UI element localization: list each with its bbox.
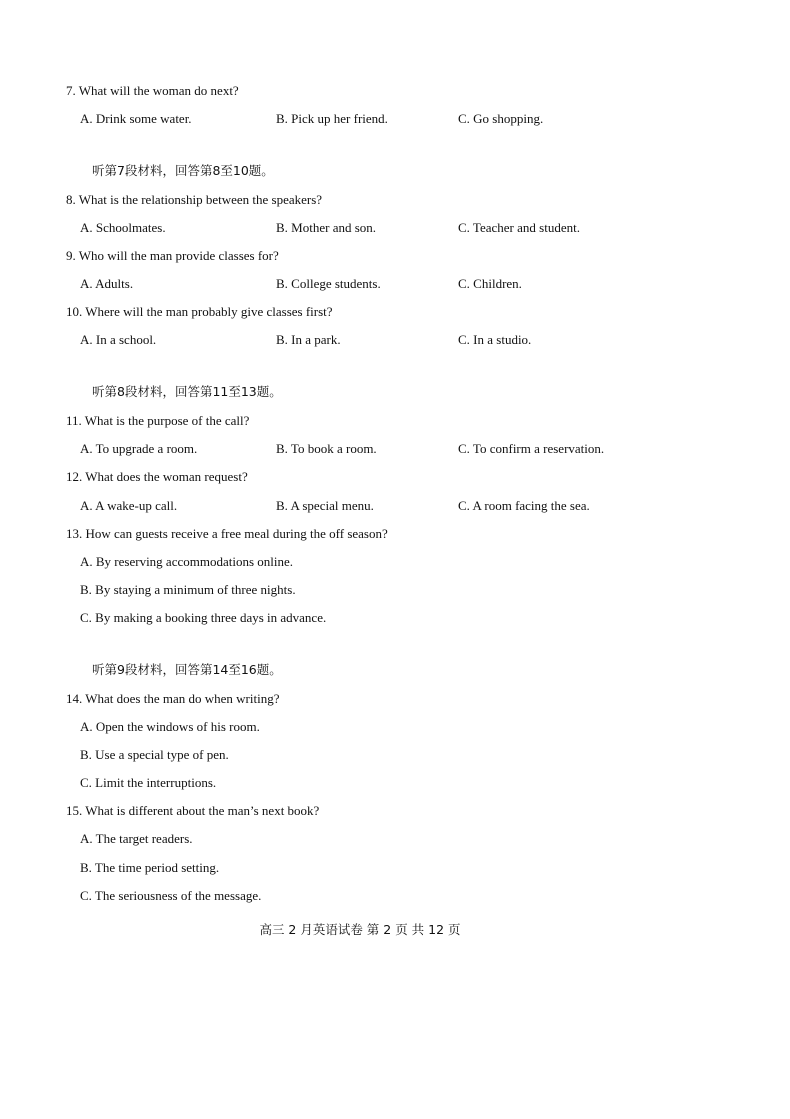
question-14-choice-b: B. Use a special type of pen. (80, 747, 229, 762)
question-7: 7. What will the woman do next? (66, 83, 239, 98)
section-heading-8: 听第8段材料，回答第11至13题。 (92, 384, 282, 399)
question-8-choice-c: C. Teacher and student. (458, 220, 580, 235)
question-8-choice-a: A. Schoolmates. (80, 220, 166, 235)
question-11-choice-a: A. To upgrade a room. (80, 441, 198, 456)
question-9-choice-c: C. Children. (458, 276, 522, 291)
question-15: 15. What is different about the man’s next book? (66, 803, 320, 818)
section-heading-7: 听第7段材料，回答第8至10题。 (92, 163, 274, 178)
question-12-choice-b: B. A special menu. (276, 498, 374, 513)
page-footer: 高三 2 月英语试卷 第 2 页 共 12 页 (259, 922, 461, 937)
question-15-choice-b: B. The time period setting. (80, 860, 220, 875)
question-11: 11. What is the purpose of the call? (66, 413, 250, 428)
question-13-choice-c: C. By making a booking three days in advance. (80, 610, 327, 625)
question-11-choice-b: B. To book a room. (276, 441, 377, 456)
question-12: 12. What does the woman request? (66, 469, 248, 484)
question-9-choice-b: B. College students. (276, 276, 381, 291)
section-heading-9: 听第9段材料，回答第14至16题。 (92, 662, 282, 677)
question-10-choice-a: A. In a school. (80, 332, 157, 347)
question-7-choice-a: A. Drink some water. (80, 111, 192, 126)
question-10-choice-c: C. In a studio. (458, 332, 532, 347)
question-7-choice-b: B. Pick up her friend. (276, 111, 388, 126)
question-15-choice-c: C. The seriousness of the message. (80, 888, 262, 903)
question-8-choice-b: B. Mother and son. (276, 220, 377, 235)
question-10-choice-b: B. In a park. (276, 332, 341, 347)
question-13-choice-a: A. By reserving accommodations online. (80, 554, 294, 569)
question-11-choice-c: C. To confirm a reservation. (458, 441, 605, 456)
question-12-choice-c: C. A room facing the sea. (458, 498, 590, 513)
question-9: 9. Who will the man provide classes for? (66, 248, 279, 263)
question-8: 8. What is the relationship between the speakers? (66, 192, 323, 207)
question-13: 13. How can guests receive a free meal during the off season? (66, 526, 388, 541)
question-7-choice-c: C. Go shopping. (458, 111, 544, 126)
question-15-choice-a: A. The target readers. (80, 831, 193, 846)
question-13-choice-b: B. By staying a minimum of three nights. (80, 582, 296, 597)
question-10: 10. Where will the man probably give classes first? (66, 304, 333, 319)
question-14: 14. What does the man do when writing? (66, 691, 280, 706)
question-9-choice-a: A. Adults. (80, 276, 134, 291)
question-14-choice-a: A. Open the windows of his room. (80, 719, 260, 734)
question-12-choice-a: A. A wake-up call. (80, 498, 178, 513)
question-14-choice-c: C. Limit the interruptions. (80, 775, 217, 790)
